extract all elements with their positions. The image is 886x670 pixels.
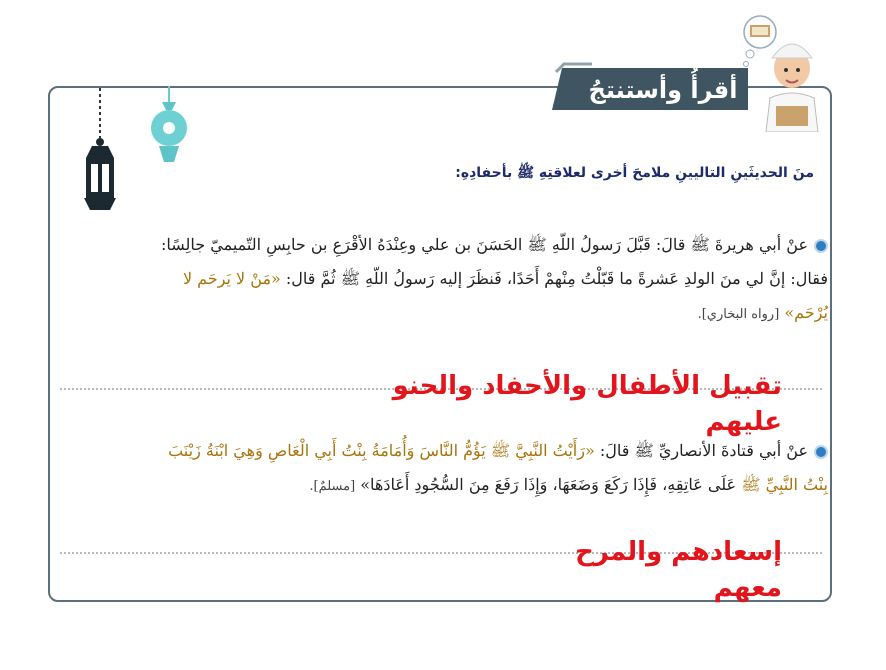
- hadith-1-quote-end: يُرْحَم»: [784, 303, 828, 322]
- hadith-1: [60, 228, 828, 332]
- hadith-1-line-2: فقال: إنَّ لي منَ الولدِ عَشرةً ما قَبّلْتُ مِنْهمْ أَحَدًا، فَنظَرَ إليه رَسولُ اللّهِ ﷺ ثُمَّ قال:: [280, 269, 828, 288]
- hadith-1-reference: [رواه البخاري].: [697, 307, 780, 322]
- hadith-2: [60, 434, 828, 504]
- teal-lantern-icon: [144, 86, 194, 176]
- answer-2-line-2: معهم: [713, 573, 782, 603]
- hadith-2-intro: عنْ أبي قتادةَ الأنصاريِّ ﷺ قالَ:: [594, 441, 808, 460]
- lantern-icon: [78, 88, 122, 222]
- answer-1-line-1: تقبيل الأطفال والأحفاد والحنو: [392, 371, 782, 401]
- hadith-1-quote: «مَنْ لا يَرحَم لا: [182, 269, 281, 288]
- hadith-2-reference: [مسلمٌ].: [309, 479, 356, 494]
- bullet-icon: [814, 445, 828, 459]
- answer-1: [362, 368, 782, 440]
- hadith-2-quote: «رَأَيْتُ النَّبِيَّ ﷺ يَؤُمُّ النَّاسَ وَأُمَامَةُ بِنْتُ أَبِي الْعَاصِ وَهِيَ ابْنَةُ زَيْنَبَ: [168, 441, 595, 460]
- answer-2: [522, 534, 782, 606]
- boy-reading-illustration: [730, 10, 826, 132]
- instruction-text: منَ الحديثَينِ التاليينِ ملامحَ أخرى لعلاقتِهِ ﷺ بأحفادِهِ:: [455, 165, 814, 181]
- answer-1-line-2: عليهم: [705, 407, 782, 437]
- hadith-1-line-1: عنْ أبي هريرةَ ﷺ قالَ: قَبَّلَ رَسولُ اللّهِ ﷺ الحَسَنَ بن علي وعِنْدَهُ الأقْرَعِ بن حابِسِ التّميميّ جالِسًا:: [161, 235, 808, 254]
- hadith-2-quote-cont: بِنْتُ النَّبِيِّ ﷺ: [741, 475, 828, 494]
- page-title: أقرأُ وأستنتجُ: [588, 76, 738, 104]
- answer-2-line-1: إسعادهم والمرح: [575, 537, 782, 567]
- hadith-2-line-2: عَلَى عَاتِقِهِ، فَإِذَا رَكَعَ وَضَعَهَا، وَإِذَا رَفَعَ مِنَ السُّجُودِ أَعَادَهَا»: [355, 475, 742, 494]
- bullet-icon: [814, 239, 828, 253]
